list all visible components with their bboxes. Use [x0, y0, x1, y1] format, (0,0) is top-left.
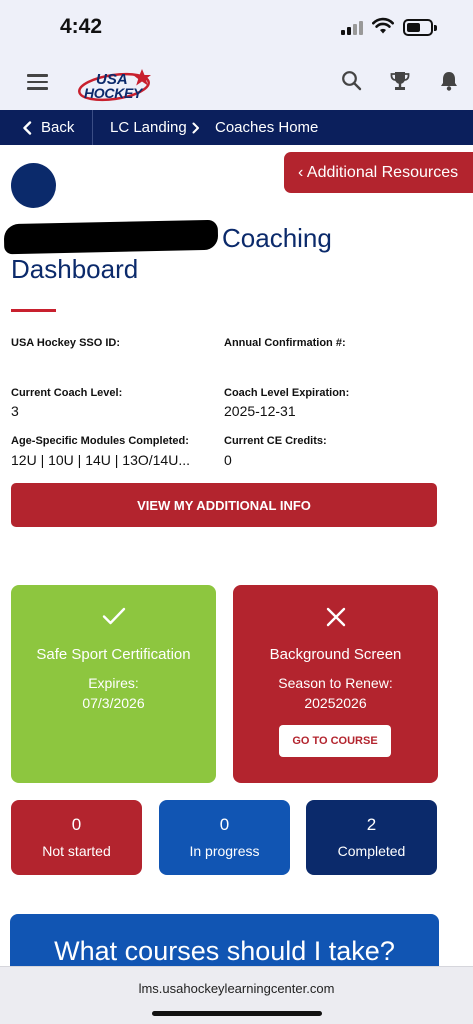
safe-sport-card[interactable]: [11, 585, 216, 783]
bell-icon[interactable]: [439, 70, 459, 92]
hamburger-icon[interactable]: [27, 74, 48, 90]
ce-credits-label: Current CE Credits:: [224, 435, 327, 447]
stat-completed[interactable]: [306, 800, 437, 875]
status-bar: [0, 0, 473, 58]
coach-level-expiration-value: 2025-12-31: [224, 403, 296, 419]
status-time: 4:42: [60, 15, 103, 38]
coach-level-expiration-label: Coach Level Expiration:: [224, 387, 350, 399]
sso-id-label: USA Hockey SSO ID:: [11, 337, 121, 349]
redacted-name: [4, 220, 219, 254]
breadcrumb: [0, 110, 473, 145]
page-title: Coaching: [222, 223, 332, 253]
stat-not-started[interactable]: [11, 800, 142, 875]
chevron-right-icon: [192, 122, 200, 134]
usa-hockey-logo[interactable]: [76, 66, 156, 111]
modules-completed-label: Age-Specific Modules Completed:: [11, 435, 189, 447]
cellular-signal-icon: [341, 20, 365, 35]
chevron-left-icon: [22, 121, 32, 135]
ce-credits-value: 0: [224, 452, 232, 468]
wifi-icon: [372, 17, 394, 35]
url-text[interactable]: lms.usahockeylearningcenter.com: [138, 981, 335, 996]
stat-count: 0: [71, 815, 82, 834]
stat-count: 2: [366, 815, 377, 834]
additional-resources-button[interactable]: ‹ Additional Resources: [284, 152, 473, 193]
safe-sport-title: Safe Sport Certification: [36, 646, 191, 663]
x-icon: [326, 607, 346, 627]
stat-label: Completed: [337, 843, 406, 859]
stat-label: Not started: [42, 843, 111, 859]
back-label: Back: [41, 119, 75, 136]
safe-sport-expires-value: 07/3/2026: [82, 695, 145, 711]
page-title-line2: Dashboard: [11, 254, 139, 284]
stat-count: 0: [219, 815, 230, 834]
courses-heading: What courses should I take?: [54, 936, 395, 966]
season-to-renew-label: Season to Renew:: [278, 675, 393, 691]
title-underline: [11, 309, 56, 312]
go-to-course-button[interactable]: GO TO COURSE: [279, 725, 391, 757]
search-icon[interactable]: [341, 70, 362, 91]
stat-label: In progress: [189, 843, 260, 859]
breadcrumb-lc-landing[interactable]: LC Landing: [110, 119, 187, 136]
trophy-icon[interactable]: [389, 70, 411, 92]
app-header: [0, 58, 473, 110]
annual-confirmation-label: Annual Confirmation #:: [224, 337, 346, 349]
modules-completed-value: 12U | 10U | 14U | 13O/14U...: [11, 452, 190, 468]
back-button[interactable]: [22, 110, 74, 145]
background-screen-card: [233, 585, 438, 783]
courses-panel: [10, 914, 439, 974]
avatar: [11, 163, 56, 208]
view-additional-info-button[interactable]: VIEW MY ADDITIONAL INFO: [11, 483, 437, 527]
coach-level-label: Current Coach Level:: [11, 387, 123, 399]
background-screen-title: Background Screen: [269, 646, 402, 663]
home-indicator[interactable]: [152, 1011, 322, 1016]
stat-in-progress[interactable]: [159, 800, 290, 875]
check-icon: [102, 607, 126, 625]
season-to-renew-value: 20252026: [304, 695, 367, 711]
logo-text-hockey: HOCKEY: [84, 85, 143, 101]
breadcrumb-coaches-home[interactable]: Coaches Home: [215, 119, 319, 136]
coach-level-value: 3: [11, 403, 19, 419]
breadcrumb-divider: [92, 110, 93, 145]
safe-sport-expires-label: Expires:: [88, 675, 139, 691]
battery-icon: [403, 19, 433, 36]
browser-url-bar[interactable]: [0, 966, 473, 1024]
logo-text-usa: USA: [96, 71, 128, 88]
